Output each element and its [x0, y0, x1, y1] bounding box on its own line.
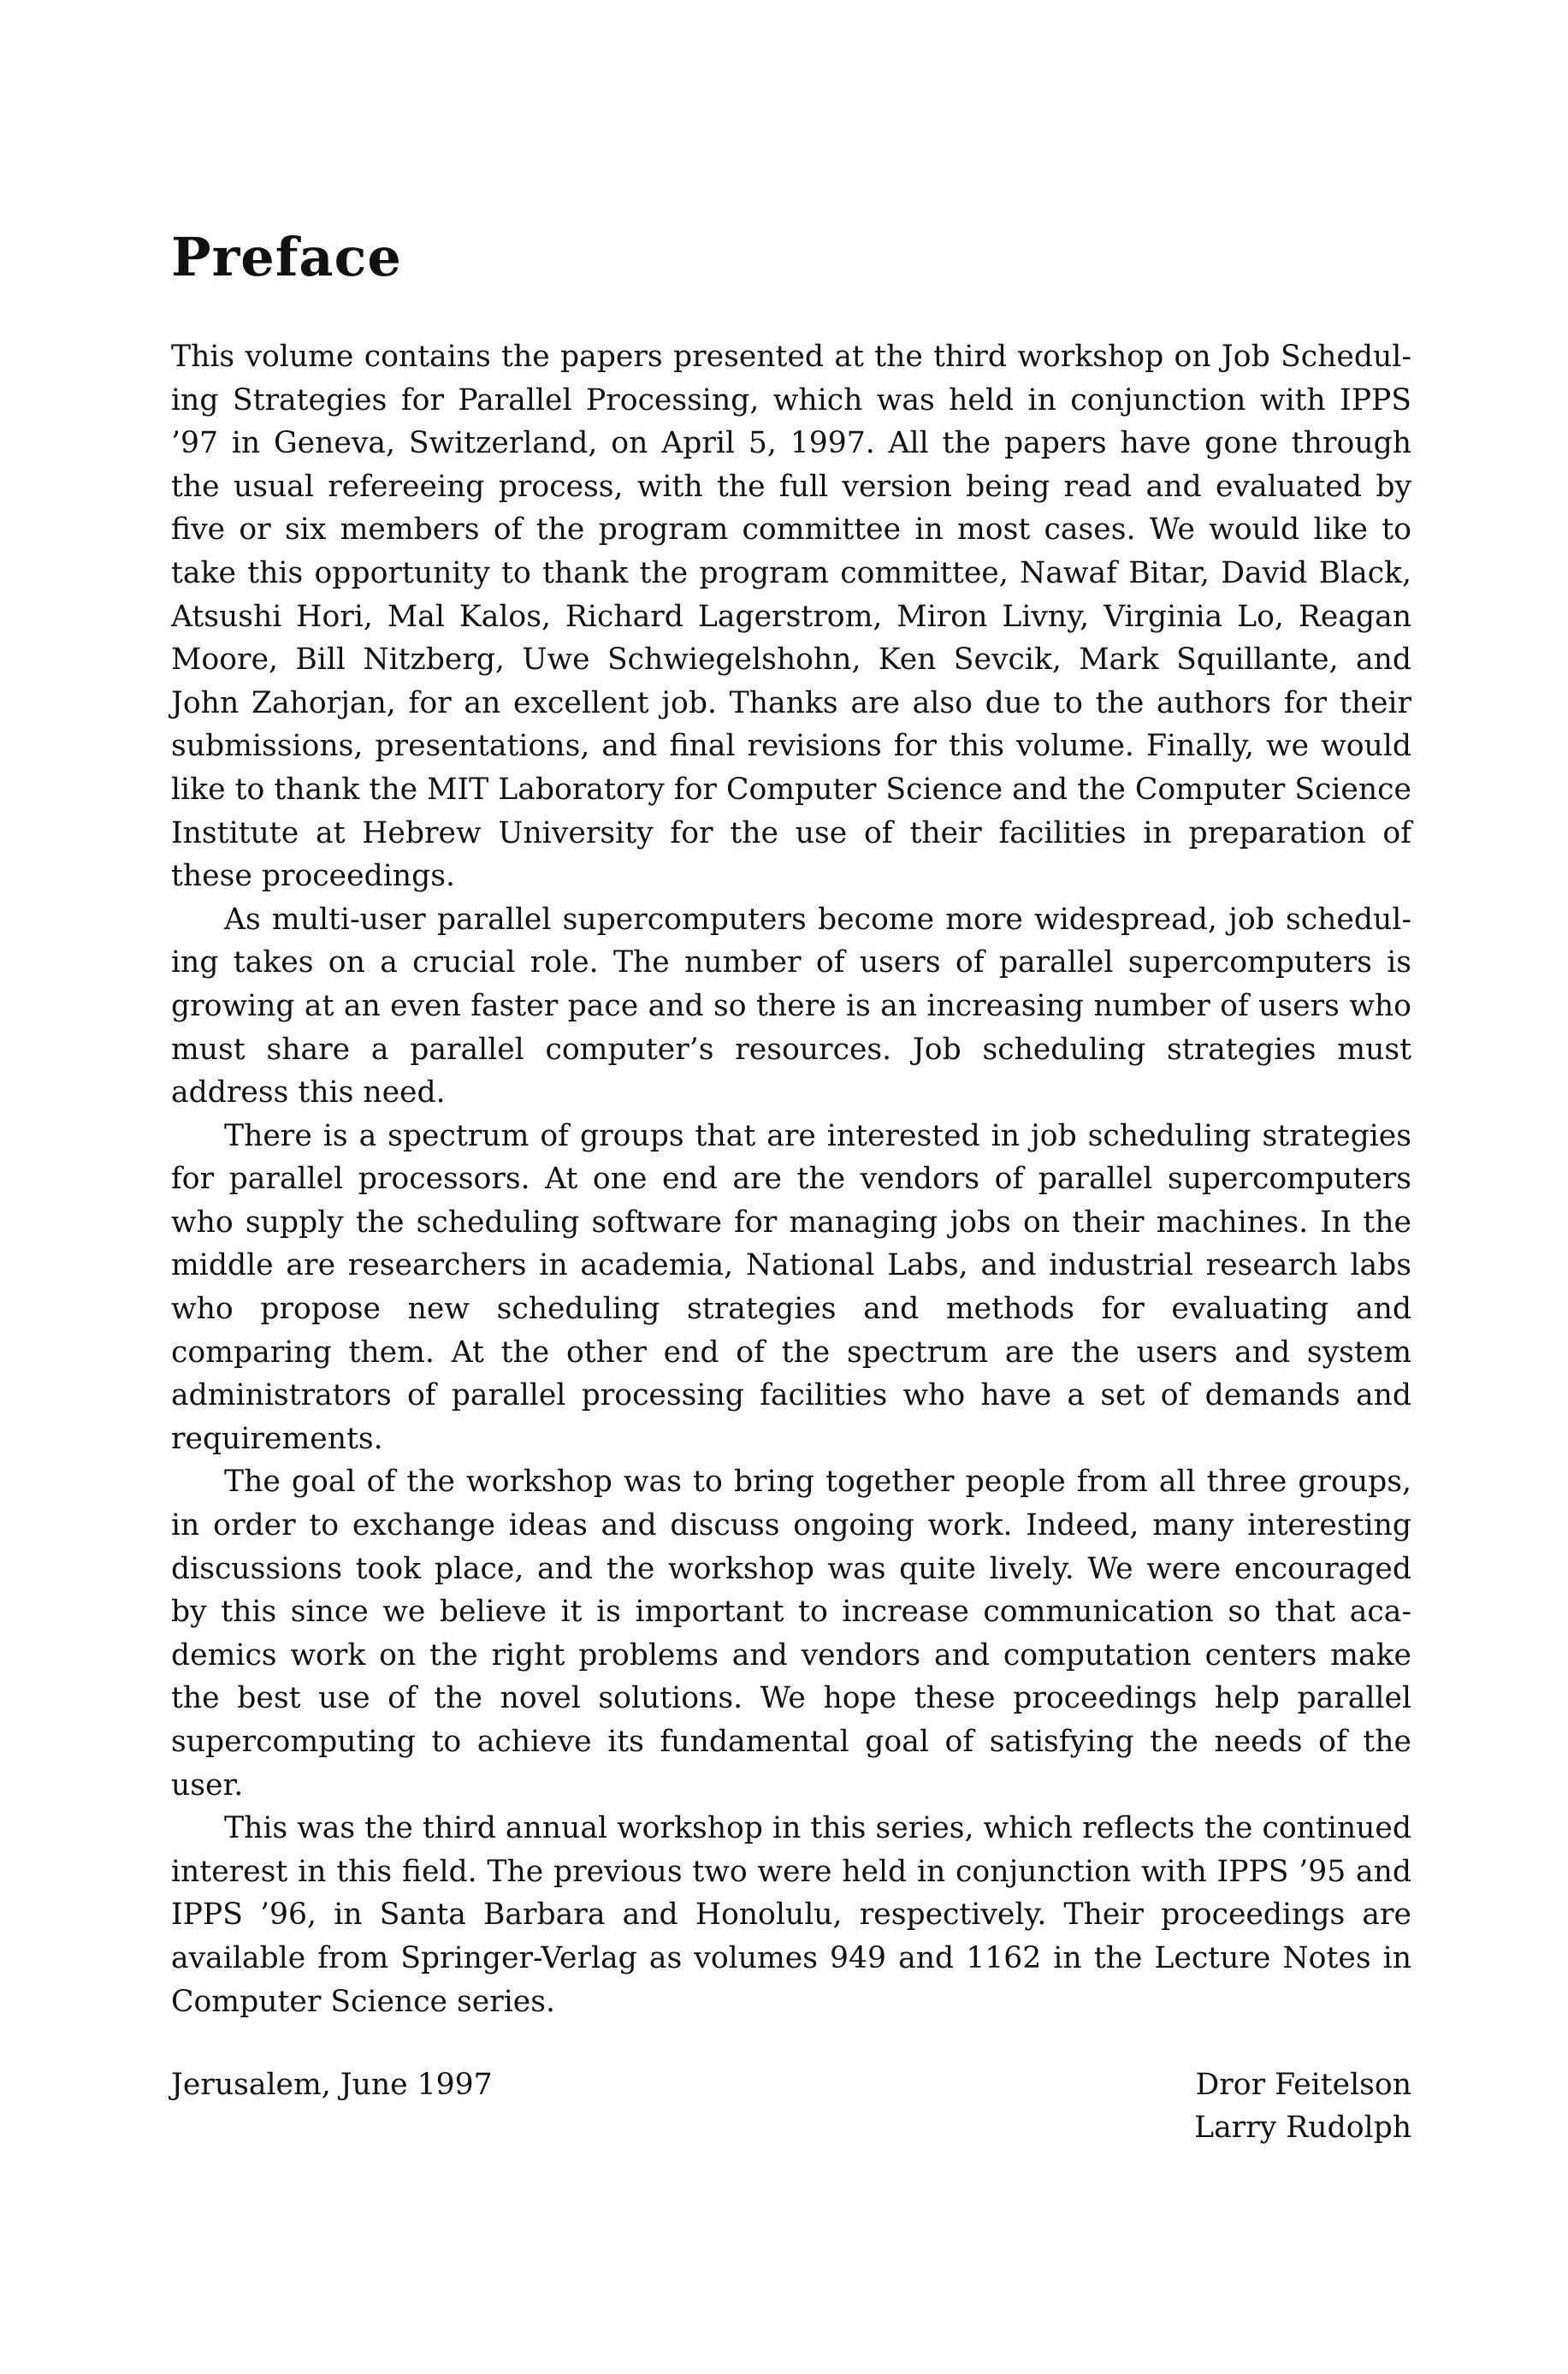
- author-name: Larry Rudolph: [1194, 2111, 1411, 2145]
- paragraph-motivation: As multi-user parallel supercomputers become more widespread, job scheduling takes on a crucial role. The number of users of parallel supercomputers is growing at an even faster pace and so there is an increasing number of users who must share a parallel computer’s resources. Job scheduling strategies must address this need.: [171, 902, 1411, 1110]
- paragraph-acknowledgements: This volume contains the papers presented at the third workshop on Job Scheduling Strategies for Parallel Processing, which was held in conjunction with IPPS ’97 in Geneva, Switzerland, on April 5, 1997. All the papers have gone through the usual refereeing process, with the full version being read and evaluated by five or six members of the program committee in most cases. We would like to take this opportunity to thank the program committee, Nawaf Bitar, David Black, Atsushi Hori, Mal Kalos, Richard Lagerstrom, Miron Livny, Virginia Lo, Reagan Moore, Bill Nitzberg, Uwe Schwiegelshohn, Ken Sevcik, Mark Squillante, and John Zahorjan, for an excellent job. Thanks are also due to the authors for their submissions, presentations, and final revisions for this volume. Finally, we would like to thank the MIT Laboratory for Computer Science and the Computer Science Institute at Hebrew University for the use of their facilities in preparation of these proceedings.: [171, 340, 1411, 894]
- paragraph-audience: There is a spectrum of groups that are interested in job scheduling strategies for parallel processors. At one end are the vendors of parallel supercomputers who supply the scheduling software for managing jobs on their machines. In the middle are researchers in academia, National Labs, and industrial research labs who propose new scheduling strategies and methods for evaluating and comparing them. At the other end of the spectrum are the users and system administrators of parallel processing facilities who have a set of demands and requirements.: [171, 1118, 1411, 1456]
- page-title: Preface: [171, 226, 402, 288]
- signoff: [171, 2063, 1411, 2158]
- author-name: Dror Feitelson: [1195, 2068, 1411, 2102]
- preface-body: [171, 335, 1411, 2023]
- paragraph-workshop-goal: The goal of the workshop was to bring together people from all three groups, in order to exchange ideas and discuss ongoing work. Indeed, many interesting discussions took place, and the workshop was quite lively. We were encouraged by this since we believe it is important to increase communication so that academics work on the right problems and vendors and computation centers make the best use of the novel solutions. We hope these proceedings help parallel supercomputing to achieve its fundamental goal of satisfying the needs of the user.: [171, 1465, 1411, 1803]
- author-list: [1194, 2063, 1411, 2149]
- place-date: Jerusalem, June 1997: [171, 2068, 493, 2102]
- paragraph-series-history: This was the third annual workshop in this series, which reflects the continued interest in this field. The previous two were held in conjunction with IPPS ’95 and IPPS ’96, in Santa Barbara and Honolulu, respectively. Their proceedings are available from Springer-Verlag as volumes 949 and 1162 in the Lecture Notes in Computer Science series.: [171, 1811, 1411, 2019]
